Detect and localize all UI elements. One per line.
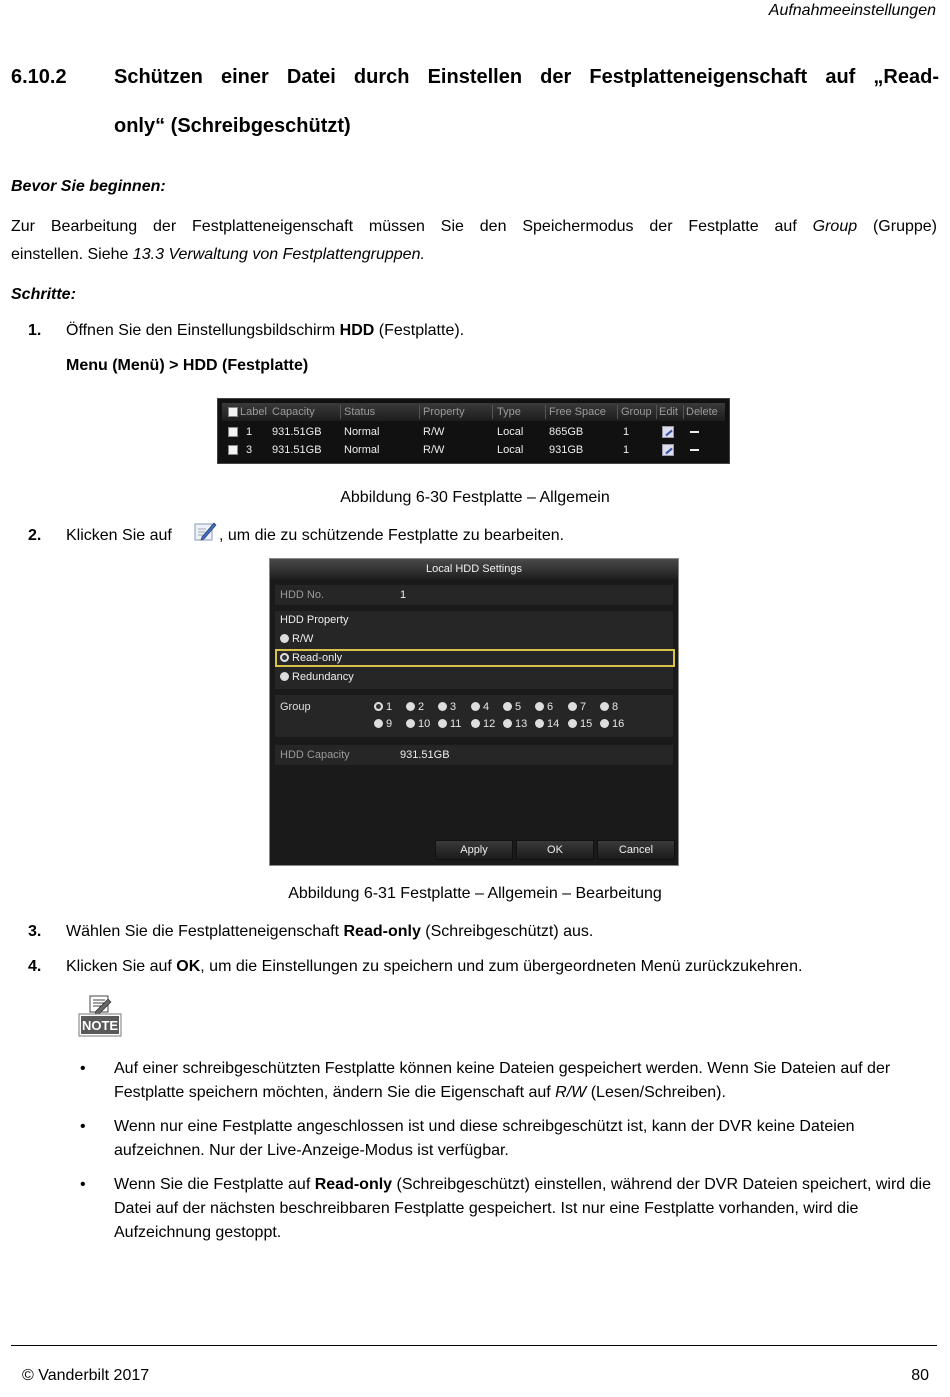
step1-menu-path: Menu (Menü) > HDD (Festplatte) (66, 357, 309, 374)
step2-text-a: Klicken Sie auf (66, 527, 172, 544)
hdd-table-screenshot (217, 398, 730, 464)
option-read-only[interactable] (280, 652, 342, 668)
option-rw-label: R/W (292, 633, 314, 645)
cell-free-space: 931GB (549, 444, 584, 456)
step3-number: 3. (28, 923, 42, 940)
col-separator (340, 405, 341, 419)
col-delete: Delete (686, 406, 718, 418)
step3-text-b: (Schreibgeschützt) aus. (420, 923, 594, 940)
group-number: 14 (547, 718, 560, 730)
step4-number: 4. (28, 958, 42, 975)
col-separator (492, 405, 493, 419)
group-number: 7 (580, 701, 587, 713)
group-radio[interactable] (438, 701, 456, 713)
before-text-b: (Gruppe) (857, 218, 938, 235)
cell-group: 1 (623, 444, 630, 456)
radio-selected-icon (280, 653, 289, 662)
before-line1 (11, 213, 937, 241)
note-icon (78, 995, 122, 1037)
note-item-3-text (114, 1173, 940, 1245)
group-selector (275, 695, 673, 737)
before-text-a: Zur Bearbeitung der Festplatteneigenschaft müssen Sie den Speichermodus der Festplatte auf (11, 218, 813, 235)
table-row[interactable] (222, 441, 725, 459)
radio-icon (471, 719, 480, 728)
radio-icon (568, 702, 577, 711)
hdd-property-group (275, 611, 673, 689)
group-number: 11 (450, 718, 462, 730)
cell-group: 1 (623, 426, 630, 438)
hdd-table-header (222, 403, 725, 421)
section-title-line1: Schützen einer Datei durch Einstellen der Festplatteneigenschaft auf „Read- (114, 66, 939, 88)
apply-button[interactable]: Apply (435, 840, 513, 860)
hdd-capacity-value: 931.51GB (400, 749, 450, 761)
chapter-header: Aufnahmeeinstellungen (768, 2, 936, 19)
col-status: Status (344, 406, 376, 418)
step4-text-a: Klicken Sie auf (66, 958, 177, 975)
hdd-no-field (275, 585, 673, 605)
col-separator (656, 405, 657, 419)
table-row[interactable] (222, 423, 725, 441)
step1-text (66, 322, 464, 340)
section-number: 6.10.2 (11, 66, 67, 88)
group-radio[interactable] (535, 701, 553, 713)
col-separator (545, 405, 546, 419)
cell-property: R/W (423, 426, 445, 438)
radio-icon (600, 719, 609, 728)
note-item-1 (80, 1057, 940, 1105)
cancel-button[interactable]: Cancel (597, 840, 675, 860)
ok-button[interactable]: OK (516, 840, 594, 860)
edit-icon[interactable] (662, 444, 674, 456)
group-radio[interactable] (503, 718, 527, 730)
col-label: Label (240, 406, 267, 418)
col-separator (419, 405, 420, 419)
radio-icon (471, 702, 480, 711)
group-number: 2 (418, 701, 425, 713)
radio-icon (503, 702, 512, 711)
radio-icon (535, 702, 544, 711)
select-all-checkbox[interactable] (228, 407, 238, 417)
cell-type: Local (497, 444, 524, 456)
note1-text-b: (Lesen/Schreiben). (586, 1084, 726, 1101)
radio-icon (535, 719, 544, 728)
radio-icon (280, 634, 289, 643)
note-item-2-text: Wenn nur eine Festplatte angeschlossen ist und diese schreibgeschützt ist, kann der DVR keine Dateien aufzeichnen. Nur der Live-Anzeige-Modus ist verfügbar. (114, 1118, 855, 1159)
note3-bold: Read-only (314, 1176, 393, 1193)
step3-text (66, 923, 593, 941)
col-type: Type (497, 406, 521, 418)
hdd-no-label: HDD No. (280, 589, 325, 601)
hdd-no-value: 1 (400, 589, 407, 601)
cell-label: 3 (246, 444, 253, 456)
group-radio[interactable] (406, 701, 424, 713)
group-number: 3 (450, 701, 457, 713)
radio-icon (280, 672, 289, 681)
group-number: 5 (515, 701, 522, 713)
step1-text-a: Öffnen Sie den Einstellungsbildschirm (66, 322, 340, 339)
footer-copyright: © Vanderbilt 2017 (22, 1367, 150, 1384)
note3-text-a: Wenn Sie die Festplatte auf (114, 1176, 315, 1193)
group-radio[interactable] (535, 718, 559, 730)
cell-capacity: 931.51GB (272, 444, 322, 456)
radio-icon (600, 702, 609, 711)
footer-page-number: 80 (911, 1367, 929, 1384)
edit-icon[interactable] (662, 426, 674, 438)
group-number: 13 (515, 718, 528, 730)
group-number: 4 (483, 701, 490, 713)
group-number: 1 (386, 701, 393, 713)
group-number: 10 (418, 718, 431, 730)
cell-property: R/W (423, 444, 445, 456)
step4-bold: OK (176, 958, 201, 975)
group-number: 6 (547, 701, 554, 713)
before-group-term: Group (812, 218, 858, 235)
cell-capacity: 931.51GB (272, 426, 322, 438)
col-free-space: Free Space (549, 406, 606, 418)
before-paragraph (11, 213, 937, 269)
group-radio[interactable] (471, 718, 495, 730)
col-group: Group (621, 406, 652, 418)
radio-icon (374, 719, 383, 728)
step2-text-b: , um die zu schützende Festplatte zu bearbeiten. (219, 527, 565, 544)
row-checkbox[interactable] (228, 445, 238, 455)
note3-text-b: (Schreibgeschützt) einstellen, während der DVR Dateien speichert, wird die Datei auf der nächsten beschreibbaren Festplatte gespeichert. Ist nur eine Festplatte vorhanden, wird die Aufzeichnung gestoppt. (114, 1176, 931, 1241)
hdd-property-label: HDD Property (280, 614, 349, 626)
footer-divider (11, 1345, 937, 1346)
group-radio[interactable] (374, 701, 392, 713)
group-radio[interactable] (438, 718, 461, 730)
note-item-2 (80, 1115, 940, 1163)
group-radio[interactable] (374, 718, 392, 730)
cell-status: Normal (344, 426, 380, 438)
cell-free-space: 865GB (549, 426, 584, 438)
note-icon-label: NOTE (81, 1018, 119, 1033)
note1-text-a: Auf einer schreibgeschützten Festplatte können keine Dateien gespeichert werden. Wenn Sie Dateien auf der Festplatte speichern möchten, ändern Sie die Eigenschaft auf (114, 1060, 891, 1101)
col-separator (683, 405, 684, 419)
step1-text-b: (Festplatte). (374, 322, 465, 339)
group-number: 12 (483, 718, 496, 730)
group-radio[interactable] (503, 701, 521, 713)
step3-bold: Read-only (343, 923, 421, 940)
bullet-dot: • (80, 1060, 86, 1077)
radio-icon (406, 702, 415, 711)
step4-text (66, 958, 802, 976)
delete-icon[interactable] (690, 431, 699, 433)
steps-heading: Schritte: (11, 286, 76, 303)
group-number: 16 (612, 718, 625, 730)
radio-icon (438, 719, 447, 728)
step1-number: 1. (28, 322, 42, 339)
bullet-dot: • (80, 1118, 86, 1135)
figure-caption-1: Abbildung 6-30 Festplatte – Allgemein (340, 489, 610, 506)
col-property: Property (423, 406, 465, 418)
note1-italic: R/W (555, 1084, 587, 1101)
before-text-c: einstellen. Siehe (11, 246, 133, 263)
group-radio[interactable] (568, 701, 586, 713)
option-redundancy[interactable] (280, 671, 354, 687)
radio-icon (503, 719, 512, 728)
before-heading: Bevor Sie beginnen: (11, 178, 166, 195)
hdd-capacity-field (275, 745, 673, 765)
radio-icon (406, 719, 415, 728)
step2-number: 2. (28, 527, 42, 544)
option-redundancy-label: Redundancy (292, 671, 354, 683)
col-separator (617, 405, 618, 419)
edit-pencil-icon (193, 520, 217, 542)
group-radio[interactable] (568, 718, 592, 730)
hdd-capacity-label: HDD Capacity (280, 749, 350, 761)
before-reference-link[interactable]: 13.3 Verwaltung von Festplattengruppen. (132, 246, 425, 263)
step3-text-a: Wählen Sie die Festplatteneigenschaft (66, 923, 344, 940)
radio-selected-icon (374, 702, 383, 711)
row-checkbox[interactable] (228, 427, 238, 437)
group-radio[interactable] (471, 701, 489, 713)
group-number: 9 (386, 718, 393, 730)
col-edit: Edit (659, 406, 678, 418)
cell-status: Normal (344, 444, 380, 456)
before-line2 (11, 246, 425, 263)
bullet-dot: • (80, 1176, 86, 1193)
section-title-line2: only“ (Schreibgeschützt) (114, 115, 351, 137)
figure-caption-2: Abbildung 6-31 Festplatte – Allgemein – Bearbeitung (288, 885, 662, 902)
group-radio[interactable] (406, 718, 430, 730)
group-number: 15 (580, 718, 593, 730)
group-radio[interactable] (600, 701, 618, 713)
delete-icon[interactable] (690, 449, 699, 451)
step1-bold: HDD (339, 322, 375, 339)
dialog-title: Local HDD Settings (270, 559, 678, 579)
step4-text-b: , um die Einstellungen zu speichern und zum übergeordneten Menü zurückzukehren. (200, 958, 803, 975)
radio-icon (438, 702, 447, 711)
option-rw[interactable] (280, 633, 313, 649)
local-hdd-settings-dialog (269, 558, 679, 866)
group-label: Group (280, 701, 311, 713)
note-item-3 (80, 1173, 940, 1245)
cell-label: 1 (246, 426, 253, 438)
group-number: 8 (612, 701, 619, 713)
option-read-only-label: Read-only (292, 652, 343, 664)
note-item-1-text (114, 1057, 940, 1105)
col-capacity: Capacity (272, 406, 315, 418)
radio-icon (568, 719, 577, 728)
cell-type: Local (497, 426, 524, 438)
group-radio[interactable] (600, 718, 624, 730)
